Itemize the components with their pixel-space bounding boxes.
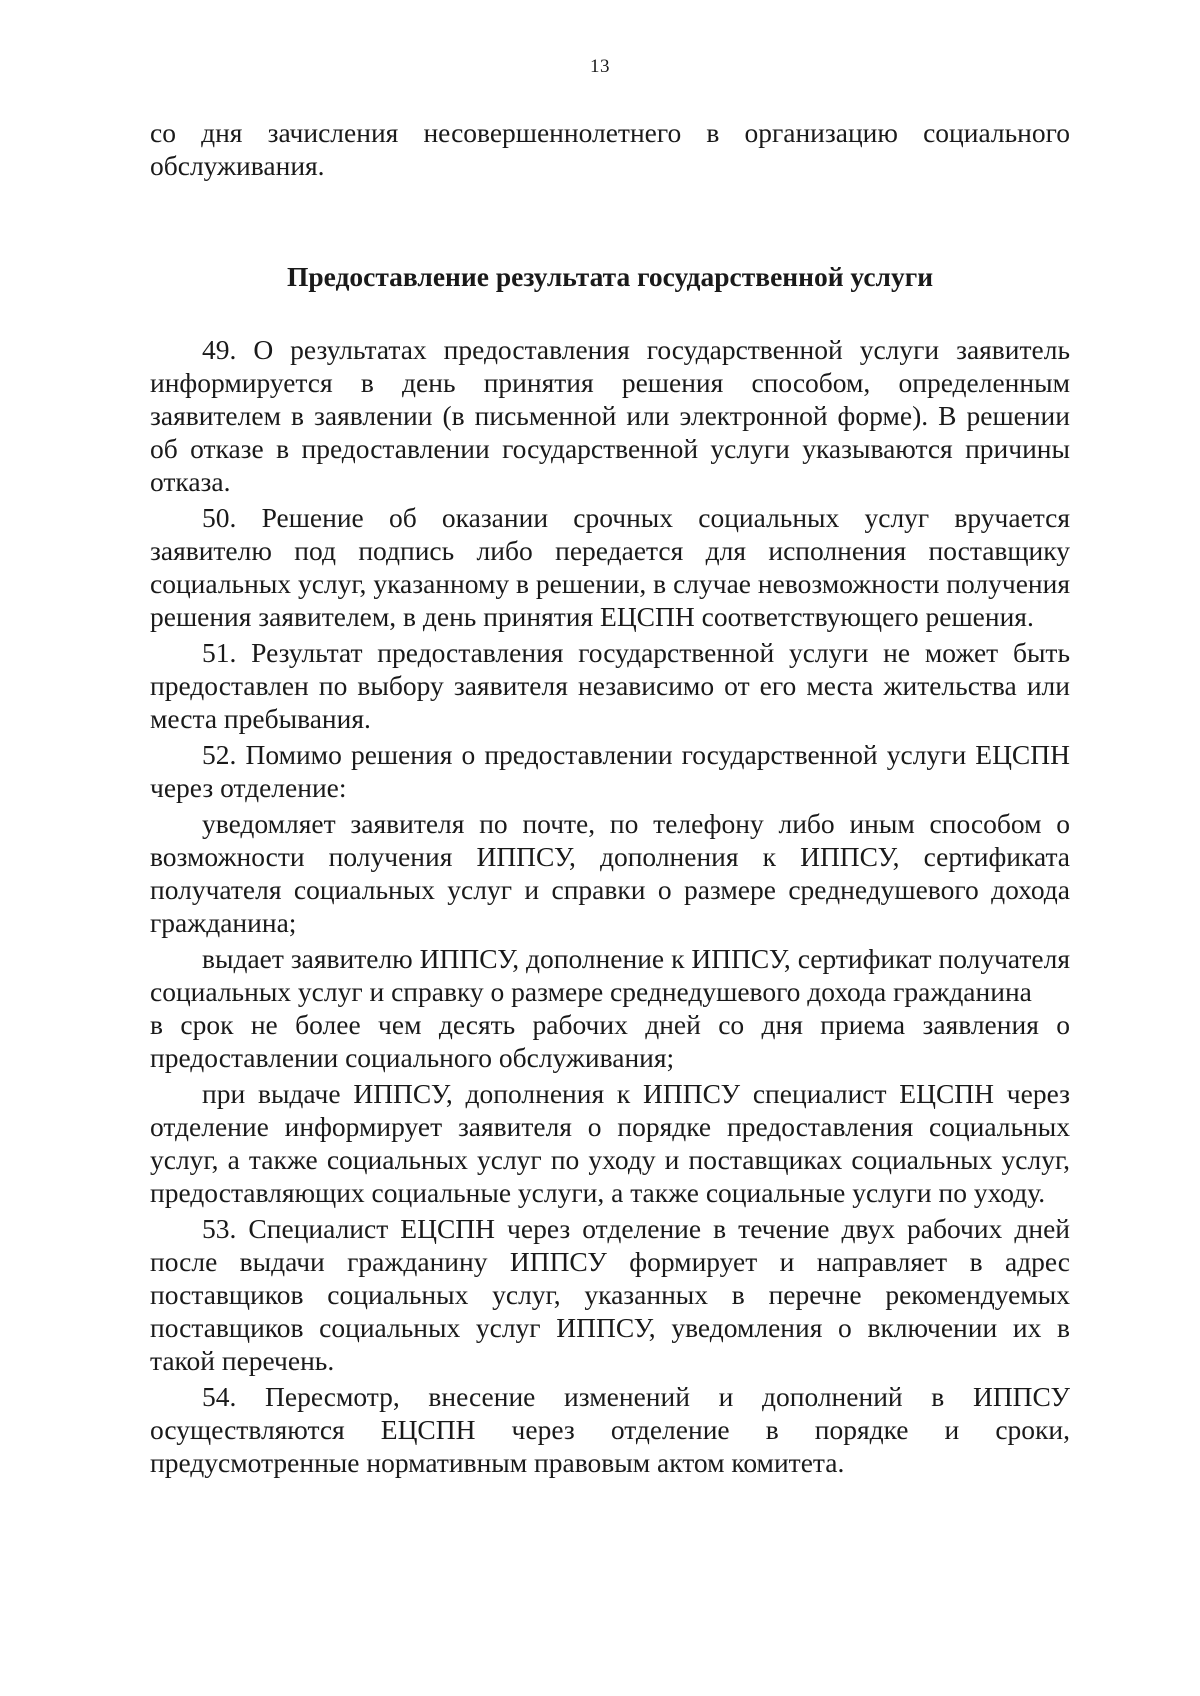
paragraph-51: 51. Результат предоставления государственной услуги не может быть предоставлен по выбору заявителя независимо от его места жительства или места пребывания.: [150, 637, 1070, 734]
paragraph-49: 49. О результатах предоставления государственной услуги заявитель информируется в день принятия решения способом, определенным заявителем в заявлении (в письменной или электронной форме). В решении об отказе в предоставлении государственной услуги указываются причины отказа.: [150, 334, 1070, 497]
section-heading: Предоставление результата государственной услуги: [286, 261, 934, 292]
paragraph-52-notify: уведомляет заявителя по почте, по телефону либо иным способом о возможности получения ИППСУ, дополнения к ИППСУ, сертификата получателя социальных услуг и справки о размере среднедушевого дохода гражданина;: [150, 808, 1070, 938]
paragraph-50: 50. Решение об оказании срочных социальных услуг вручается заявителю под подпись либо передается для исполнения поставщику социальных услуг, указанному в решении, в случае невозможности получения решения заявителем, в день принятия ЕЦСПН соответствующего решения.: [150, 502, 1070, 632]
page-number: 13: [590, 56, 610, 77]
intro-paragraph: со дня зачисления несовершеннолетнего в организацию социального обслуживания.: [150, 117, 1070, 181]
paragraph-52: 52. Помимо решения о предоставлении государственной услуги ЕЦСПН через отделение:: [150, 739, 1070, 803]
paragraph-53: 53. Специалист ЕЦСПН через отделение в течение двух рабочих дней после выдачи гражданину ИППСУ формирует и направляет в адрес поставщиков социальных услуг, указанных в перечне рекомендуемых поставщиков социальных услуг ИППСУ, уведомления о включении их в такой перечень.: [150, 1213, 1070, 1376]
document-body: [150, 116, 1070, 1479]
paragraph-54: 54. Пересмотр, внесение изменений и дополнений в ИППСУ осуществляются ЕЦСПН через отделение в порядке и сроки, предусмотренные нормативным правовым актом комитета.: [150, 1381, 1070, 1478]
paragraph-52-inform: при выдаче ИППСУ, дополнения к ИППСУ специалист ЕЦСПН через отделение информирует заявителя о порядке предоставления социальных услуг, а также социальных услуг по уходу и поставщиках социальных услуг, предоставляющих социальные услуги, а также социальные услуги по уходу.: [150, 1078, 1070, 1208]
paragraph-52-deadline: в срок не более чем десять рабочих дней со дня приема заявления о предоставлении социального обслуживания;: [150, 1009, 1070, 1073]
paragraph-52-issue: выдает заявителю ИППСУ, дополнение к ИППСУ, сертификат получателя социальных услуг и справку о размере среднедушевого дохода гражданина: [150, 943, 1070, 1007]
